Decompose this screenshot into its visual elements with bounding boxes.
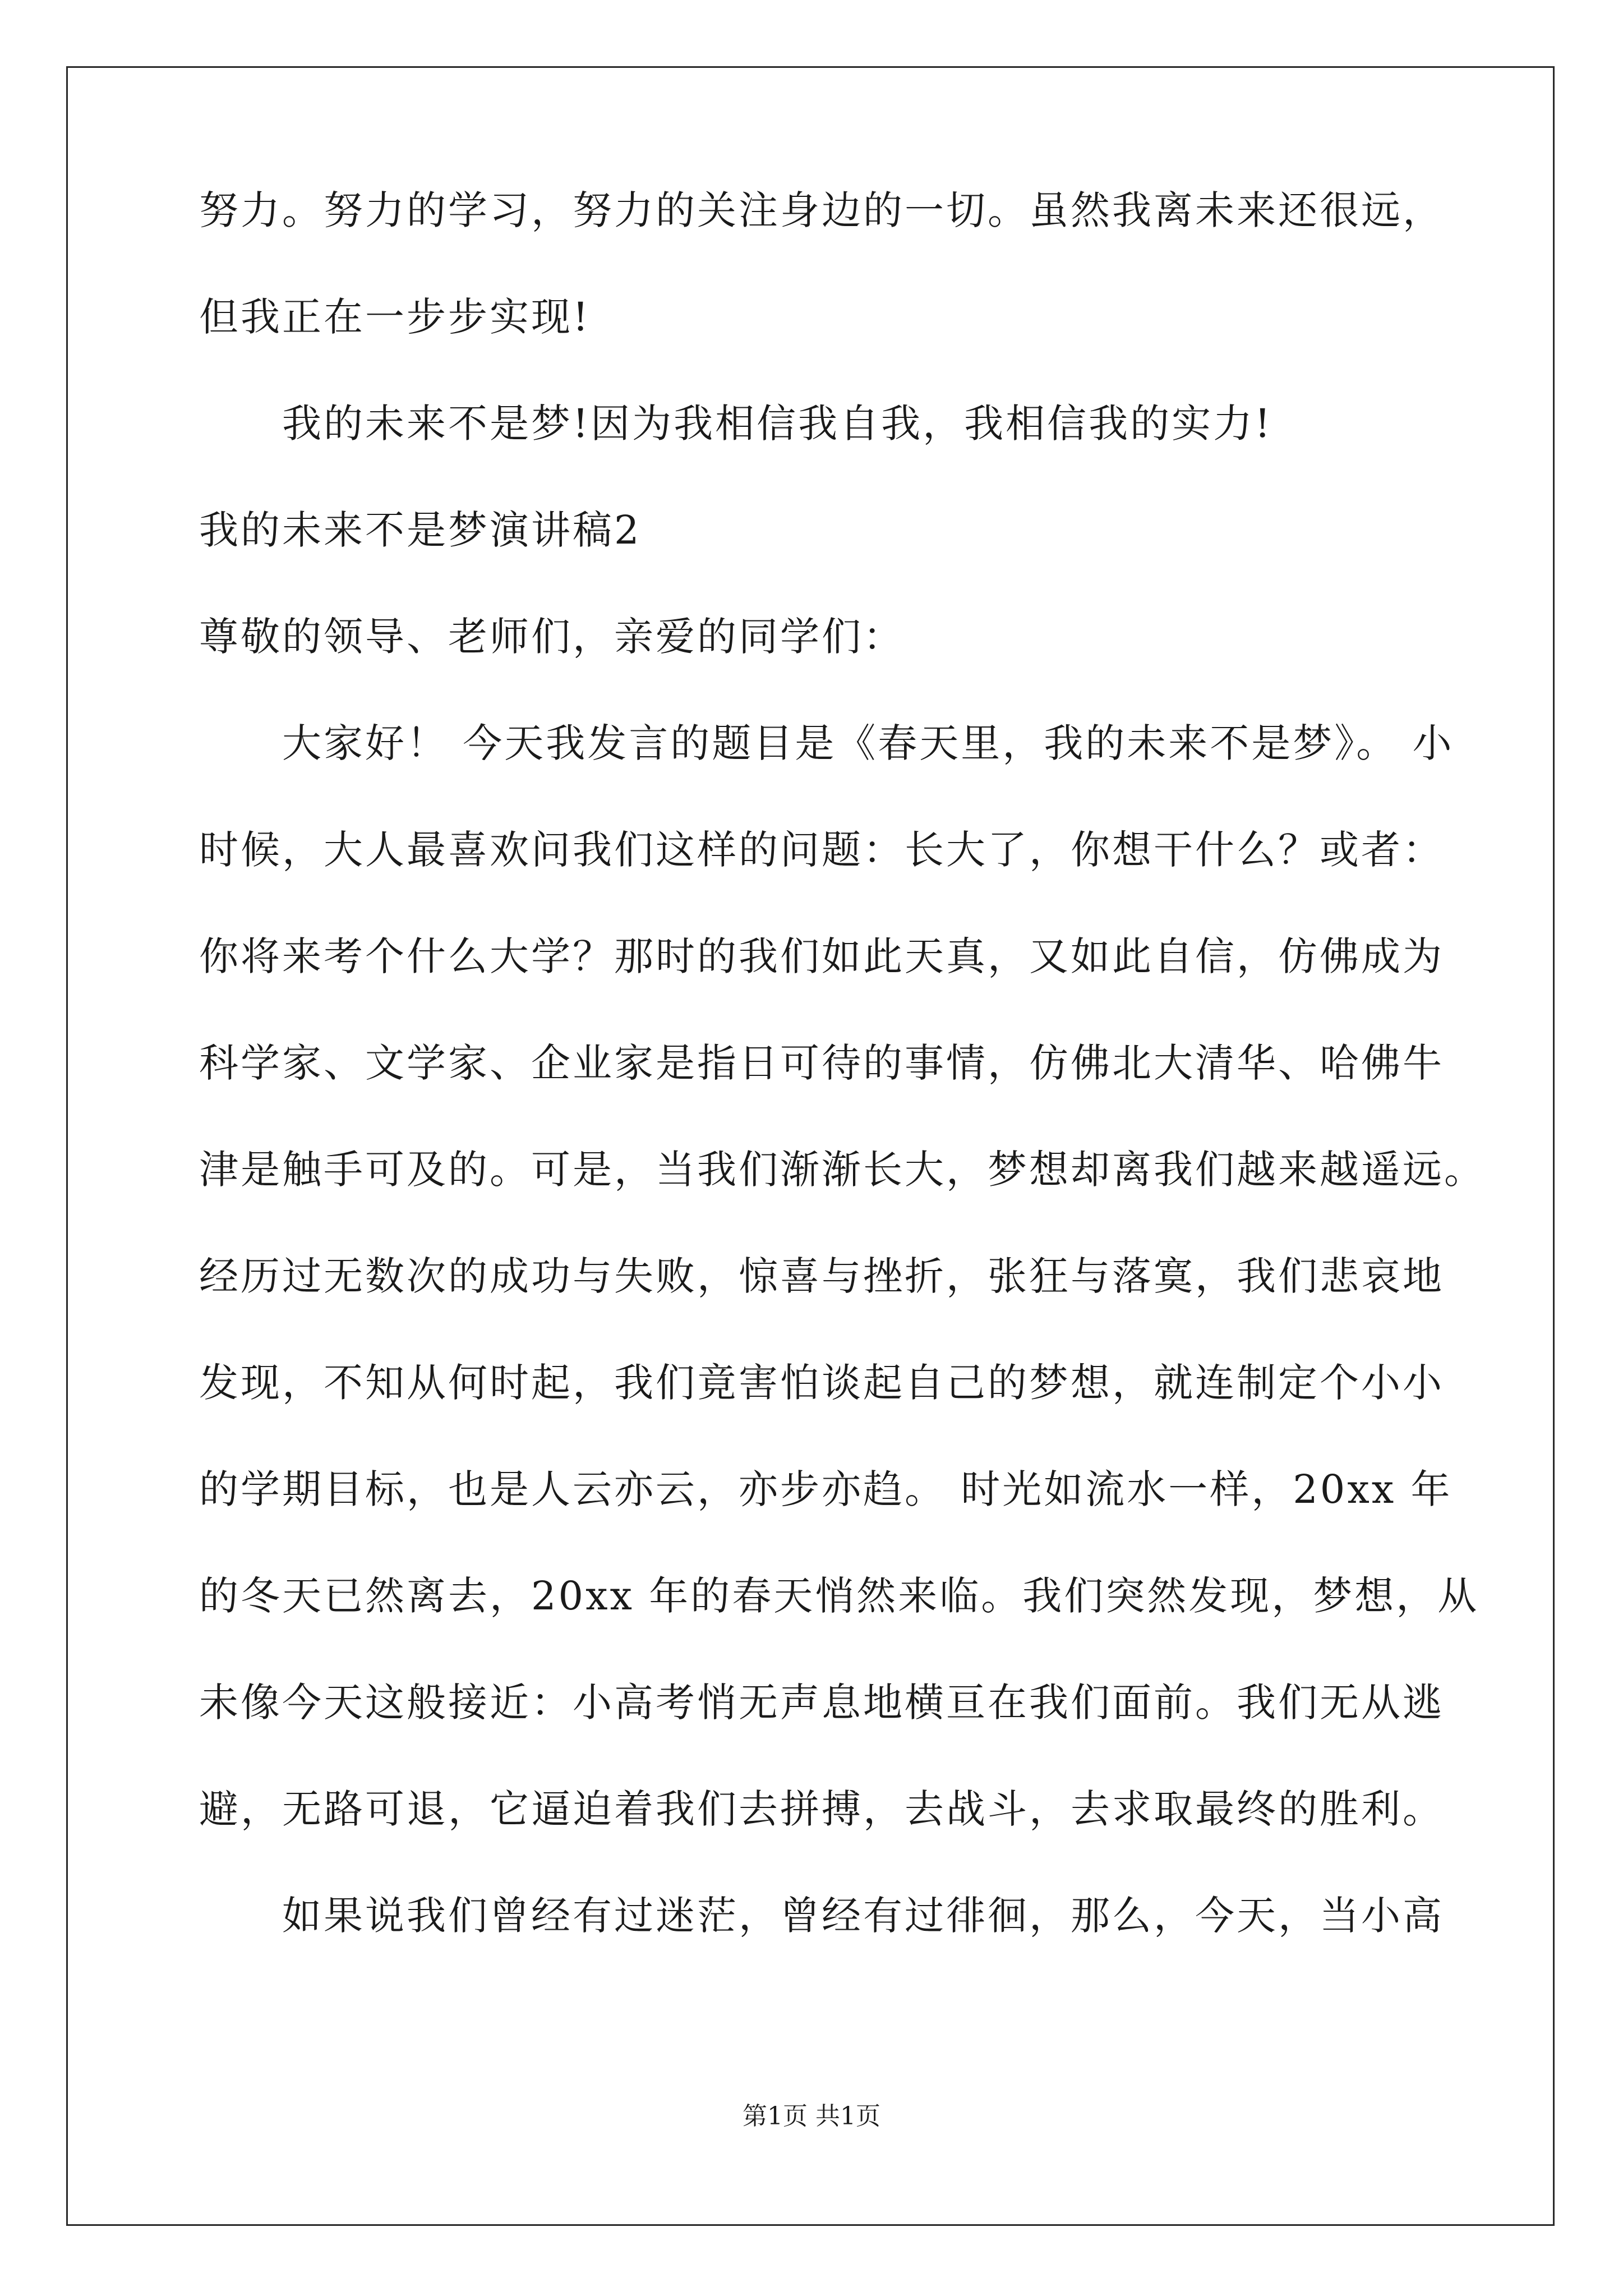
text-line: 如果说我们曾经有过迷茫，曾经有过徘徊，那么，今天，当小高 <box>282 1893 1444 1939</box>
text-line: 你将来考个什么大学？那时的我们如此天真，又如此自信，仿佛成为 <box>199 933 1444 979</box>
section-title: 我的未来不是梦演讲稿2 <box>199 507 642 553</box>
text-line: 经历过无数次的成功与失败，惊喜与挫折，张狂与落寞，我们悲哀地 <box>199 1253 1444 1299</box>
text-line: 但我正在一步步实现! <box>199 294 591 340</box>
text-line: 避，无路可退，它逼迫着我们去拼搏，去战斗，去求取最终的胜利。 <box>199 1786 1444 1832</box>
text-line: 未像今天这般接近：小高考悄无声息地横亘在我们面前。我们无从逃 <box>199 1680 1444 1726</box>
text-line: 努力。努力的学习，努力的关注身边的一切。虽然我离未来还很远， <box>199 187 1444 233</box>
salutation: 尊敬的领导、老师们，亲爱的同学们： <box>199 614 905 660</box>
page-footer: 第1页 共1页 <box>743 2102 880 2131</box>
text-line: 大家好！ 今天我发言的题目是《春天里，我的未来不是梦》。 小 <box>282 720 1454 766</box>
text-line: 发现，不知从何时起，我们竟害怕谈起自己的梦想，就连制定个小小 <box>199 1360 1444 1406</box>
text-line: 我的未来不是梦!因为我相信我自我，我相信我的实力! <box>282 401 1273 447</box>
text-line: 时候，大人最喜欢问我们这样的问题：长大了，你想干什么？或者： <box>199 827 1444 873</box>
text-line: 科学家、文学家、企业家是指日可待的事情，仿佛北大清华、哈佛牛 <box>199 1040 1444 1086</box>
text-line: 津是触手可及的。可是，当我们渐渐长大，梦想却离我们越来越遥远。 <box>199 1147 1486 1193</box>
text-line: 的冬天已然离去，20xx 年的春天悄然来临。我们突然发现，梦想，从 <box>199 1573 1479 1619</box>
text-line: 的学期目标，也是人云亦云，亦步亦趋。 时光如流水一样，20xx 年 <box>199 1466 1453 1512</box>
